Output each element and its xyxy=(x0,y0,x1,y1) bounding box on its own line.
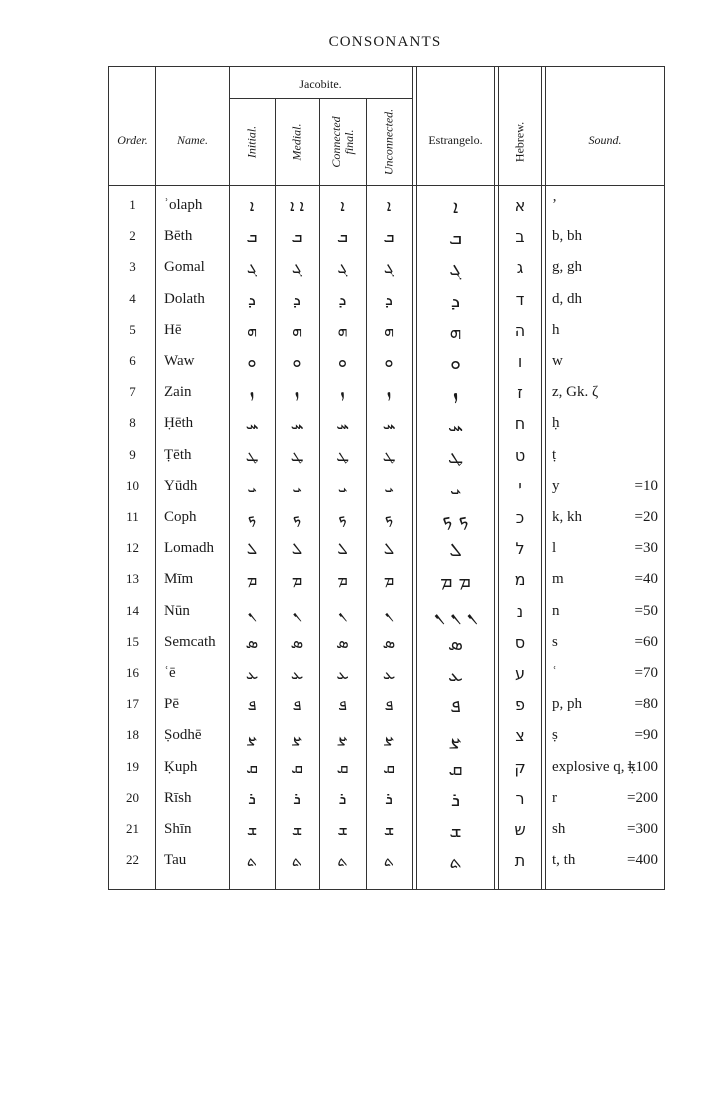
row-22-final: ܬ xyxy=(337,851,348,871)
row-12-estrangelo: ܠ xyxy=(449,539,462,562)
row-19-estrangelo: ܩ xyxy=(448,757,463,780)
row-2-medial: ܒ xyxy=(291,227,303,247)
row-13-sound: m xyxy=(552,571,564,588)
row-9-final: ܛ xyxy=(336,445,349,465)
row-20-hebrew: ר xyxy=(515,788,525,808)
row-15-unconnected: ܣ xyxy=(382,632,396,652)
row-6-order: 6 xyxy=(129,353,136,368)
row-20-final: ܪ xyxy=(338,788,347,808)
row-10-value: =10 xyxy=(634,477,658,494)
col-line-8b xyxy=(545,66,546,890)
row-18-order: 18 xyxy=(126,727,139,743)
row-17-hebrew: פ xyxy=(515,695,525,715)
row-22-estrangelo: ܬ xyxy=(449,851,462,874)
row-11-initial: ܟ xyxy=(247,508,257,527)
row-4-medial: ܕ xyxy=(293,289,301,309)
col-line-6a xyxy=(412,66,413,890)
row-22-hebrew: ת xyxy=(514,851,526,871)
row-19-final: ܩ xyxy=(336,757,349,777)
row-13-name: Mīm xyxy=(164,571,194,588)
row-18-sound: ṣ xyxy=(552,727,558,744)
row-13-value: =40 xyxy=(634,571,658,588)
row-10-sound: y xyxy=(552,477,560,494)
row-16-value: =70 xyxy=(634,665,658,681)
row-15-medial: ܣ xyxy=(290,632,304,652)
row-14-name: Nūn xyxy=(164,602,190,619)
table-left-rule xyxy=(108,66,109,890)
row-8-order: 8 xyxy=(129,415,136,431)
row-9-sound: ṭ xyxy=(552,446,557,463)
row-17-estrangelo: ܦ xyxy=(450,695,461,718)
row-21-order: 21 xyxy=(126,821,139,836)
row-14-sound: n xyxy=(552,602,560,619)
row-12-initial: ܠ xyxy=(246,539,258,559)
row-19-medial: ܩ xyxy=(291,757,303,777)
row-14-order: 14 xyxy=(126,602,139,618)
row-3-unconnected: ܓ xyxy=(383,258,395,278)
row-20-value: =200 xyxy=(627,789,658,806)
page-title: CONSONANTS xyxy=(328,34,442,50)
row-16-hebrew: ע xyxy=(514,664,525,683)
row-5-estrangelo: ܗ xyxy=(449,320,462,343)
row-15-final: ܣ xyxy=(336,632,349,652)
row-13-hebrew: מ xyxy=(514,570,526,590)
row-17-final: ܦ xyxy=(338,695,347,715)
row-21-unconnected: ܫ xyxy=(383,820,395,839)
row-11-hebrew: כ xyxy=(515,508,525,527)
row-21-sound: sh xyxy=(552,821,566,837)
row-17-name: Pē xyxy=(164,696,179,713)
col-line-7a xyxy=(494,66,495,890)
row-11-unconnected: ܟ xyxy=(384,508,394,527)
row-16-medial: ܥ xyxy=(290,664,304,683)
row-19-name: Ḳuph xyxy=(164,758,198,775)
row-3-order: 3 xyxy=(129,259,136,275)
row-18-estrangelo: ܨ xyxy=(449,726,462,749)
row-15-initial: ܣ xyxy=(245,632,259,652)
row-2-initial: ܒ xyxy=(246,227,258,247)
row-11-value: =20 xyxy=(634,509,658,525)
row-3-hebrew: ג xyxy=(516,258,524,278)
row-17-unconnected: ܦ xyxy=(384,695,394,715)
table-top-rule xyxy=(108,66,665,67)
header-divider xyxy=(108,185,665,186)
row-12-order: 12 xyxy=(126,540,139,556)
row-14-initial: ܢ xyxy=(247,601,257,621)
header-estrangelo: Estrangelo. xyxy=(428,133,483,147)
row-11-estrangelo: ܟ ܟ xyxy=(442,508,469,530)
row-7-order: 7 xyxy=(129,384,136,400)
row-4-sound: d, dh xyxy=(552,290,582,307)
row-13-medial: ܡ xyxy=(291,570,303,590)
row-16-order: 16 xyxy=(126,665,139,680)
row-5-sound: h xyxy=(552,321,560,338)
row-10-medial: ܝ xyxy=(292,476,302,496)
row-22-initial: ܬ xyxy=(246,851,258,871)
row-1-estrangelo: ܐ xyxy=(452,196,459,218)
table-right-rule xyxy=(664,66,665,890)
row-6-estrangelo: ܘ xyxy=(450,352,461,374)
row-17-medial: ܦ xyxy=(292,695,302,715)
row-3-medial: ܓ xyxy=(291,258,303,278)
row-15-value: =60 xyxy=(634,633,658,650)
row-4-unconnected: ܕ xyxy=(385,289,393,309)
row-10-hebrew: י xyxy=(518,476,522,496)
row-19-unconnected: ܩ xyxy=(383,757,395,777)
row-6-medial: ܘ xyxy=(292,352,302,371)
table-bottom-rule xyxy=(108,889,665,890)
row-3-final: ܓ xyxy=(337,258,348,278)
row-10-initial: ܝ xyxy=(247,476,257,496)
row-1-sound: ʼ xyxy=(552,197,557,213)
header-medial: Medial. xyxy=(289,123,304,161)
row-10-name: Yūdh xyxy=(164,477,198,494)
row-8-estrangelo: ܚ xyxy=(448,414,463,437)
row-5-initial: ܗ xyxy=(246,320,258,340)
row-21-medial: ܫ xyxy=(291,820,303,839)
row-14-unconnected: ܢ xyxy=(384,601,394,621)
row-12-final: ܠ xyxy=(337,539,348,559)
row-12-value: =30 xyxy=(634,540,658,557)
header-connected-final-line2: final. xyxy=(342,129,356,155)
row-22-sound: t, th xyxy=(552,852,576,869)
row-9-medial: ܛ xyxy=(290,445,304,465)
row-20-initial: ܪ xyxy=(248,788,256,808)
row-18-hebrew: צ xyxy=(515,726,525,746)
row-1-final: ܐ xyxy=(340,196,345,215)
row-21-hebrew: ש xyxy=(514,820,526,839)
row-10-order: 10 xyxy=(126,477,139,493)
row-15-sound: s xyxy=(552,633,558,650)
row-20-medial: ܪ xyxy=(293,788,301,808)
row-13-final: ܡ xyxy=(337,570,348,590)
row-18-initial: ܨ xyxy=(246,726,258,746)
row-20-unconnected: ܪ xyxy=(385,788,393,808)
row-9-order: 9 xyxy=(129,446,136,462)
header-unconnected: Unconnected. xyxy=(381,108,396,176)
row-1-initial: ܐ xyxy=(249,196,255,215)
header-name: Name. xyxy=(177,133,208,147)
row-14-hebrew: נ xyxy=(516,601,524,621)
row-12-name: Lomadh xyxy=(164,540,214,557)
row-14-medial: ܢ xyxy=(292,601,302,621)
row-3-estrangelo: ܓ xyxy=(449,258,462,281)
jacobite-divider xyxy=(229,98,412,99)
row-13-order: 13 xyxy=(126,571,139,587)
header-hebrew: Hebrew. xyxy=(512,121,527,163)
row-4-hebrew: ד xyxy=(515,289,525,309)
consonants-table xyxy=(108,66,665,890)
row-21-value: =300 xyxy=(627,821,658,837)
row-5-order: 5 xyxy=(129,321,136,337)
row-6-initial: ܘ xyxy=(247,352,257,371)
row-1-name: ʾolaph xyxy=(164,197,203,213)
row-7-name: Zain xyxy=(164,384,192,401)
row-15-hebrew: ס xyxy=(514,632,526,652)
row-11-name: Coph xyxy=(164,509,197,525)
row-3-name: Gomal xyxy=(164,259,205,276)
row-12-unconnected: ܠ xyxy=(383,539,395,559)
row-13-estrangelo: ܡ ܡ xyxy=(440,570,471,593)
row-16-initial: ܥ xyxy=(245,664,259,683)
row-13-unconnected: ܡ xyxy=(383,570,395,590)
row-22-name: Tau xyxy=(164,852,187,869)
row-18-value: =90 xyxy=(634,727,658,744)
row-18-name: Ṣodhē xyxy=(164,727,202,744)
row-2-unconnected: ܒ xyxy=(383,227,395,247)
header-order: Order. xyxy=(117,133,148,147)
row-17-value: =80 xyxy=(634,696,658,713)
row-18-final: ܨ xyxy=(337,726,348,746)
row-21-estrangelo: ܫ xyxy=(449,820,462,842)
row-20-sound: r xyxy=(552,789,557,806)
row-2-sound: b, bh xyxy=(552,228,582,245)
row-17-sound: p, ph xyxy=(552,696,582,713)
row-19-sound: explosive q, ḳ xyxy=(552,758,636,775)
row-9-initial: ܛ xyxy=(245,445,259,465)
row-14-final: ܢ xyxy=(338,601,347,621)
row-17-order: 17 xyxy=(126,696,139,712)
col-line-8a xyxy=(541,66,542,890)
header-initial: Initial. xyxy=(244,125,259,159)
row-6-sound: w xyxy=(552,353,563,369)
row-20-name: Rīsh xyxy=(164,789,192,806)
row-4-initial: ܕ xyxy=(248,289,256,309)
row-22-order: 22 xyxy=(126,852,139,868)
row-8-initial: ܚ xyxy=(245,414,259,434)
row-9-unconnected: ܛ xyxy=(382,445,396,465)
row-11-medial: ܟ xyxy=(292,508,302,527)
row-6-name: Waw xyxy=(164,353,195,369)
row-21-final: ܫ xyxy=(337,820,348,839)
header-connected-final xyxy=(330,116,356,167)
row-7-hebrew: ז xyxy=(517,383,523,403)
row-2-final: ܒ xyxy=(337,227,348,247)
row-10-final: ܝ xyxy=(337,476,348,496)
row-16-unconnected: ܥ xyxy=(382,664,396,683)
row-6-unconnected: ܘ xyxy=(384,352,394,371)
row-17-initial: ܦ xyxy=(247,695,257,715)
row-1-hebrew: א xyxy=(514,196,526,215)
row-1-medial: ܐ ܐ xyxy=(289,196,305,215)
row-16-estrangelo: ܥ xyxy=(448,664,463,686)
row-8-final: ܚ xyxy=(336,414,349,434)
row-1-unconnected: ܐ xyxy=(386,196,392,215)
col-line-1 xyxy=(155,66,156,890)
row-9-name: Ṭēth xyxy=(164,446,192,463)
row-13-initial: ܡ xyxy=(246,570,258,590)
row-21-name: Shīn xyxy=(164,821,192,837)
row-18-unconnected: ܨ xyxy=(383,726,395,746)
row-11-sound: k, kh xyxy=(552,509,582,525)
row-5-hebrew: ה xyxy=(514,320,526,340)
row-14-estrangelo: ܢ ܢ ܢ xyxy=(433,601,478,624)
row-2-hebrew: ב xyxy=(515,227,525,247)
row-5-medial: ܗ xyxy=(291,320,303,340)
row-2-estrangelo: ܒ xyxy=(449,227,462,250)
row-21-initial: ܫ xyxy=(246,820,258,839)
row-4-final: ܕ xyxy=(338,289,347,309)
row-15-order: 15 xyxy=(126,633,139,649)
row-2-order: 2 xyxy=(129,228,136,244)
row-8-hebrew: ח xyxy=(514,414,526,434)
row-22-unconnected: ܬ xyxy=(383,851,395,871)
row-22-value: =400 xyxy=(627,852,658,869)
row-7-estrangelo: ܙ xyxy=(452,383,459,406)
row-5-unconnected: ܗ xyxy=(383,320,395,340)
row-7-unconnected: ܙ xyxy=(386,383,392,403)
row-8-unconnected: ܚ xyxy=(382,414,396,434)
row-11-final: ܟ xyxy=(338,508,347,527)
row-6-final: ܘ xyxy=(338,352,347,371)
row-8-sound: ḥ xyxy=(552,415,560,432)
row-7-sound: z, Gk. ζ xyxy=(552,384,599,401)
row-7-initial: ܙ xyxy=(249,383,255,403)
row-12-sound: l xyxy=(552,540,557,557)
row-8-medial: ܚ xyxy=(290,414,304,434)
row-22-medial: ܬ xyxy=(291,851,303,871)
row-2-name: Bēth xyxy=(164,228,193,245)
row-7-final: ܙ xyxy=(340,383,345,403)
row-19-value: =100 xyxy=(627,758,658,775)
row-11-order: 11 xyxy=(126,509,139,524)
row-5-final: ܗ xyxy=(337,320,348,340)
row-16-final: ܥ xyxy=(336,664,349,683)
row-1-order: 1 xyxy=(129,197,136,212)
row-10-estrangelo: ܝ xyxy=(449,476,462,499)
row-14-value: =50 xyxy=(634,602,658,619)
row-3-initial: ܓ xyxy=(246,258,258,278)
row-18-medial: ܨ xyxy=(291,726,303,746)
row-10-unconnected: ܝ xyxy=(384,476,394,496)
header-connected-final-line1: Connected xyxy=(329,116,343,168)
row-5-name: Hē xyxy=(164,321,182,338)
row-9-estrangelo: ܛ xyxy=(448,445,463,468)
row-19-order: 19 xyxy=(126,758,139,774)
row-7-medial: ܙ xyxy=(294,383,300,403)
row-9-hebrew: ט xyxy=(514,445,526,465)
row-4-name: Dolath xyxy=(164,290,205,307)
row-19-initial: ܩ xyxy=(246,757,258,777)
header-sound: Sound. xyxy=(588,133,622,147)
row-19-hebrew: ק xyxy=(514,757,526,777)
row-20-order: 20 xyxy=(126,789,139,805)
row-12-medial: ܠ xyxy=(291,539,303,559)
row-15-name: Semcath xyxy=(164,633,216,650)
row-4-estrangelo: ܕ xyxy=(450,289,461,312)
row-12-hebrew: ל xyxy=(515,539,525,559)
row-6-hebrew: ו xyxy=(517,352,523,371)
row-15-estrangelo: ܣ xyxy=(447,632,464,655)
row-8-name: Ḥēth xyxy=(164,415,194,432)
row-4-order: 4 xyxy=(129,290,136,306)
row-3-sound: g, gh xyxy=(552,259,582,276)
row-16-sound: ʿ xyxy=(552,665,557,681)
row-20-estrangelo: ܪ xyxy=(450,788,461,811)
header-jacobite: Jacobite. xyxy=(299,77,342,91)
row-16-name: ʿē xyxy=(164,665,176,681)
